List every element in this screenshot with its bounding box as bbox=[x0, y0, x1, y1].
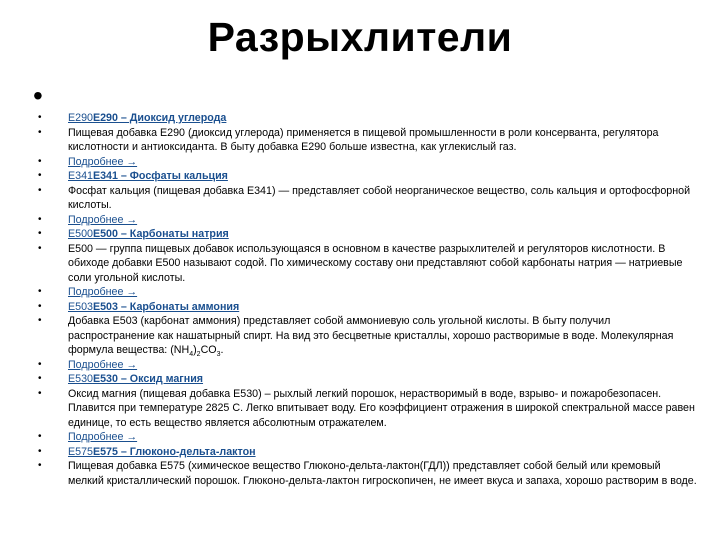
bullet: • bbox=[38, 315, 42, 326]
list-item-more[interactable] bbox=[38, 155, 698, 170]
list-item-heading[interactable] bbox=[38, 372, 698, 387]
list-item-description bbox=[38, 184, 698, 213]
bullet: • bbox=[38, 228, 42, 239]
bullet: • bbox=[38, 242, 42, 254]
list-item-more[interactable] bbox=[38, 430, 698, 445]
additive-description: Пищевая добавка E290 (диоксид углерода) применяется в пищевой промышленности в роли консерванта, регулятора кислотности и антиоксиданта. В быту добавка E290 больше известна, как углекислый газ. bbox=[68, 126, 659, 153]
bullet: • bbox=[38, 460, 42, 471]
additive-description: Добавка E503 (карбонат аммония) представляет собой аммониевую соль угольной кислоты. В быту получил распространение как нашатырный спирт. На вид это бесцветные кристаллы, хорошо растворимые в воде. Молекулярная формула вещества: $(NH_4)_2CO_3$. bbox=[68, 315, 674, 359]
additive-link-e500[interactable]: E500E500 – Карбонаты натрия bbox=[68, 228, 229, 240]
additive-link-e575[interactable]: E575E575 – Глюконо-дельта-лактон bbox=[68, 445, 256, 458]
list-item-more[interactable] bbox=[38, 285, 698, 300]
additive-description: Оксид магния (пищевая добавка E530) – рыхлый легкий порошок, нерастворимый в воде, взрыво- и пожаробезопасен. Плавится при температуре 2825 С. Легко впитывает воду. Его коэффициент отражения в широкой спектральной массе равен единице, то есть вещество является абсолютным отражателем. bbox=[68, 387, 695, 429]
additive-description: Пищевая добавка E575 (химическое вещество Глюконо-дельта-лактон(ГДЛ)) представляет собой белый или кремовый мелкий кристаллический порошок. Глюконо-дельта-лактон гигроскопичен, не имеет вкуса и запаха, хорошо растворим в воде. bbox=[68, 460, 697, 487]
more-link[interactable]: Подробнее → bbox=[68, 286, 138, 298]
additive-link-e290[interactable]: E290E290 – Диоксид углерода bbox=[68, 112, 227, 124]
additive-link-e530[interactable]: E530E530 – Оксид магния bbox=[68, 373, 204, 385]
more-link[interactable]: Подробнее → bbox=[68, 431, 138, 443]
bullet: • bbox=[38, 184, 42, 196]
list-item-more[interactable] bbox=[38, 358, 698, 373]
list-item-heading[interactable] bbox=[38, 169, 698, 184]
list-item-more[interactable] bbox=[38, 213, 698, 228]
more-link[interactable]: Подробнее → bbox=[68, 213, 138, 226]
list-item-description bbox=[38, 459, 698, 488]
bullet: • bbox=[38, 445, 42, 457]
more-link[interactable]: Подробнее → bbox=[68, 358, 138, 371]
list-item-heading[interactable] bbox=[38, 300, 698, 315]
bullet: • bbox=[38, 112, 42, 123]
list-item-description bbox=[38, 242, 698, 286]
bullet: • bbox=[38, 170, 42, 181]
list-item-heading[interactable] bbox=[38, 111, 698, 126]
additive-link-e503[interactable]: E503E503 – Карбонаты аммония bbox=[68, 300, 240, 313]
top-bullet: • bbox=[33, 80, 43, 111]
bullet: • bbox=[38, 155, 42, 167]
list-item-heading[interactable] bbox=[38, 227, 698, 242]
bullet: • bbox=[38, 126, 42, 138]
bullet: • bbox=[38, 300, 42, 312]
additive-link-e341[interactable]: E341E341 – Фосфаты кальция bbox=[68, 170, 228, 182]
bullet: • bbox=[38, 286, 42, 297]
bullet: • bbox=[38, 431, 42, 442]
bullet: • bbox=[38, 358, 42, 370]
more-link[interactable]: Подробнее → bbox=[68, 155, 138, 168]
bullet: • bbox=[38, 373, 42, 384]
additive-description: Фосфат кальция (пищевая добавка E341) — представляет собой неорганическое вещество, соль кальция и ортофосфорной кислоты. bbox=[68, 184, 691, 211]
list-item-description bbox=[38, 126, 698, 155]
list-item-description bbox=[38, 314, 698, 358]
list-item-description bbox=[38, 387, 698, 431]
additive-description: E500 — группа пищевых добавок использующаяся в основном в качестве разрыхлителей и регуляторов кислотности. В обиходе добавки E500 называют содой. По химическому составу они представляют собой карбонаты натрия — натриевые соли угольной кислоты. bbox=[68, 242, 683, 284]
bullet: • bbox=[38, 213, 42, 225]
page-title: Разрыхлители bbox=[207, 14, 513, 60]
bullet: • bbox=[38, 387, 42, 399]
additive-list bbox=[38, 111, 698, 488]
list-item-heading[interactable] bbox=[38, 445, 698, 460]
